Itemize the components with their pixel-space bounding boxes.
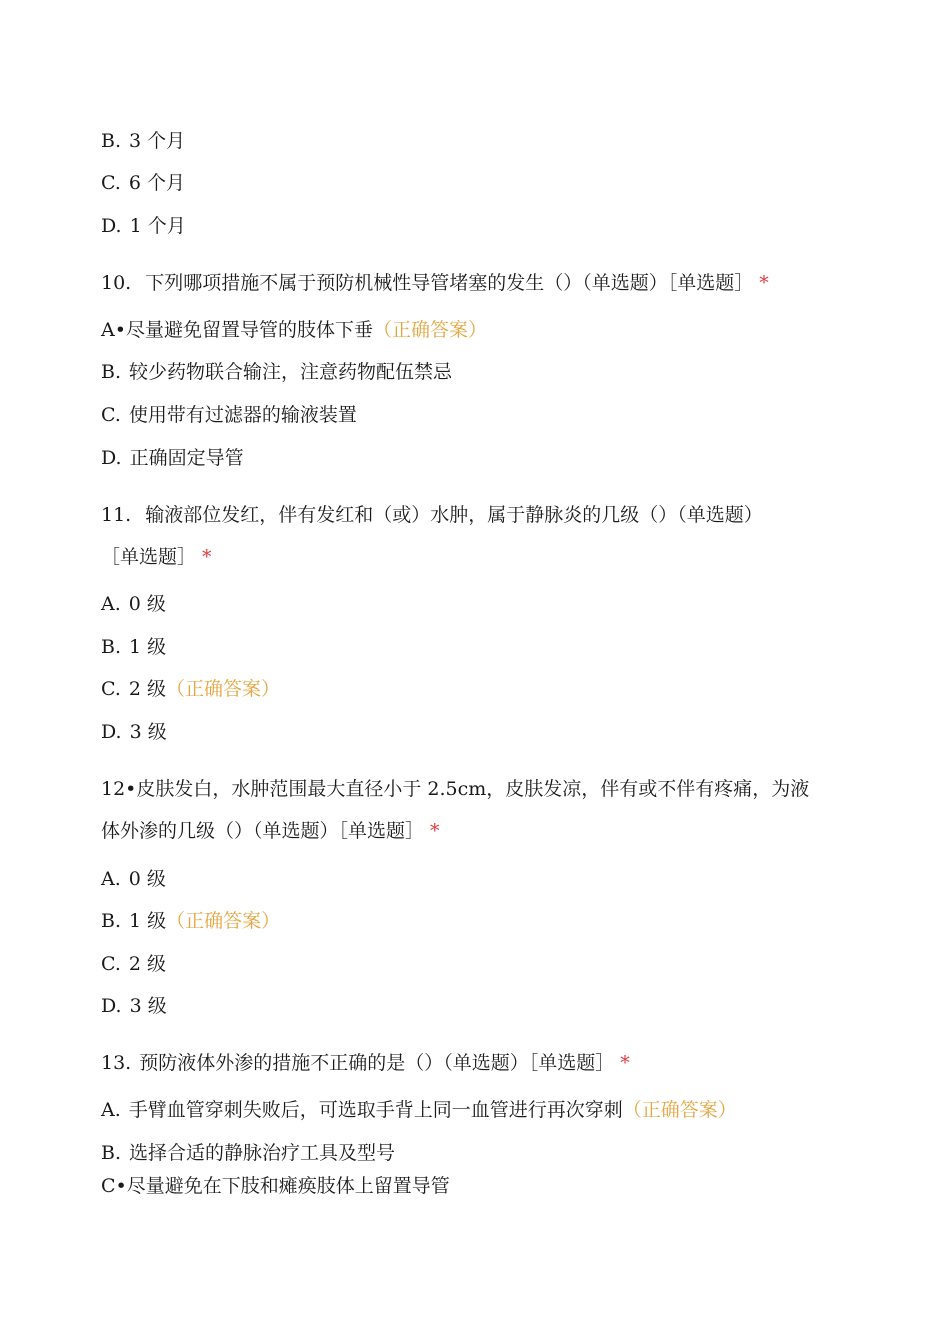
option-letter: B. bbox=[101, 636, 122, 658]
option-text: 1 个月 bbox=[129, 215, 186, 237]
option-letter: B. bbox=[101, 1142, 122, 1164]
q9-option-b bbox=[101, 128, 185, 154]
option-letter: B. bbox=[101, 130, 122, 152]
q10-option-b bbox=[101, 359, 452, 385]
question-number: 13. bbox=[101, 1052, 132, 1074]
q11-option-c bbox=[101, 676, 280, 702]
option-letter: C. bbox=[101, 404, 121, 426]
q9-option-d bbox=[101, 213, 186, 239]
option-text: 尽量避免留置导管的肢体下垂 bbox=[125, 319, 373, 341]
correct-answer-tag: （正确答案） bbox=[166, 910, 281, 932]
required-mark: * bbox=[759, 272, 769, 294]
q11-option-a bbox=[101, 591, 166, 617]
option-letter: D. bbox=[101, 721, 122, 743]
question-type: ［单选题］ bbox=[101, 546, 197, 568]
option-letter: D. bbox=[101, 447, 122, 469]
option-letter: A• bbox=[101, 319, 126, 341]
question-text-cont: 体外渗的几级（）（单选题）［单选题］ bbox=[101, 820, 425, 842]
option-letter: C. bbox=[101, 172, 121, 194]
option-text: 使用带有过滤器的输液装置 bbox=[128, 404, 357, 426]
option-text: 2 级 bbox=[128, 678, 167, 700]
question-number: 11. bbox=[101, 504, 132, 526]
correct-answer-tag: （正确答案） bbox=[622, 1099, 737, 1121]
q12-title-cont bbox=[101, 818, 440, 844]
option-letter: A. bbox=[101, 593, 121, 615]
option-letter: D. bbox=[101, 215, 122, 237]
option-letter: B. bbox=[101, 910, 122, 932]
option-text: 正确固定导管 bbox=[129, 447, 244, 469]
option-letter: D. bbox=[101, 995, 122, 1017]
required-mark: * bbox=[202, 546, 212, 568]
option-text: 0 级 bbox=[128, 868, 166, 890]
q11-title-cont bbox=[101, 544, 212, 570]
correct-answer-tag: （正确答案） bbox=[372, 319, 487, 341]
question-text: 预防液体外渗的措施不正确的是（）（单选题）［单选题］ bbox=[139, 1052, 615, 1074]
question-number: 10. bbox=[101, 272, 132, 294]
q12-option-a bbox=[101, 866, 166, 892]
q9-option-c bbox=[101, 170, 185, 196]
option-text: 0 级 bbox=[128, 593, 166, 615]
q12-option-c bbox=[101, 951, 166, 977]
option-text: 1 级 bbox=[129, 636, 167, 658]
option-text: 3 级 bbox=[129, 995, 167, 1017]
option-text: 2 级 bbox=[128, 953, 167, 975]
q10-option-c bbox=[101, 402, 357, 428]
required-mark: * bbox=[430, 820, 440, 842]
q12-option-d bbox=[101, 993, 167, 1019]
option-letter: A. bbox=[101, 868, 121, 890]
option-letter: B. bbox=[101, 361, 122, 383]
q10-title bbox=[101, 270, 769, 296]
question-text: 皮肤发白，水肿范围最大直径小于 2.5cm，皮肤发凉，伴有或不伴有疼痛，为液 bbox=[136, 778, 810, 800]
option-letter: C• bbox=[101, 1175, 127, 1197]
option-text: 尽量避免在下肢和瘫痪肢体上留置导管 bbox=[126, 1175, 450, 1197]
q13-option-b bbox=[101, 1140, 395, 1166]
option-text: 选择合适的静脉治疗工具及型号 bbox=[129, 1142, 396, 1164]
option-text: 3 个月 bbox=[129, 130, 186, 152]
question-number: 12• bbox=[101, 778, 137, 800]
q11-title bbox=[101, 502, 763, 528]
q13-title bbox=[101, 1050, 630, 1076]
option-text: 手臂血管穿刺失败后，可选取手背上同一血管进行再次穿刺 bbox=[128, 1099, 623, 1121]
option-letter: C. bbox=[101, 953, 121, 975]
option-text: 1 级 bbox=[129, 910, 167, 932]
option-letter: A. bbox=[101, 1099, 121, 1121]
q10-option-a bbox=[101, 317, 487, 343]
option-text: 6 个月 bbox=[128, 172, 186, 194]
q13-option-a bbox=[101, 1097, 737, 1123]
question-text: 下列哪项措施不属于预防机械性导管堵塞的发生（）（单选题）［单选题］ bbox=[145, 272, 754, 294]
q11-option-d bbox=[101, 719, 167, 745]
option-text: 较少药物联合输注，注意药物配伍禁忌 bbox=[129, 361, 453, 383]
option-letter: C. bbox=[101, 678, 121, 700]
q13-option-c bbox=[101, 1173, 450, 1199]
q11-option-b bbox=[101, 634, 166, 660]
q12-option-b bbox=[101, 908, 280, 934]
question-text: 输液部位发红，伴有发红和（或）水肿，属于静脉炎的几级（）（单选题） bbox=[145, 504, 763, 526]
required-mark: * bbox=[620, 1052, 630, 1074]
q12-title bbox=[101, 776, 809, 802]
correct-answer-tag: （正确答案） bbox=[166, 678, 281, 700]
q10-option-d bbox=[101, 445, 244, 471]
option-text: 3 级 bbox=[129, 721, 167, 743]
